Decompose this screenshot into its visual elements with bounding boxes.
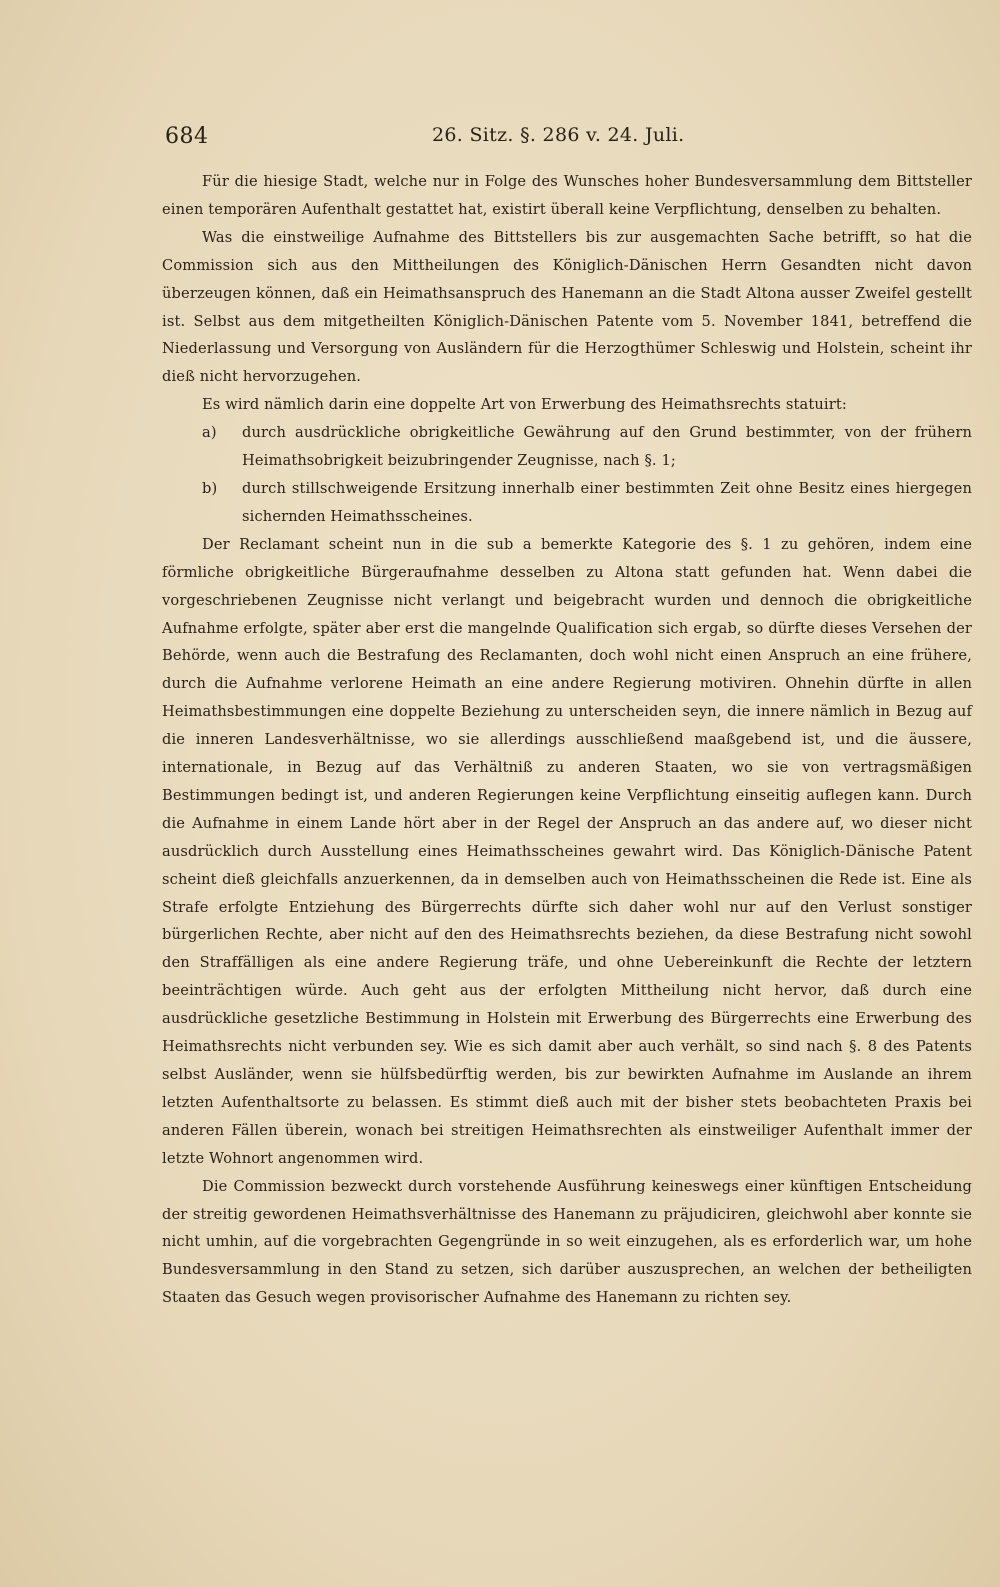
list-item-a (202, 419, 972, 475)
list-marker: b) (202, 479, 218, 497)
paragraph-provisional-admission: Was die einstweilige Aufnahme des Bittstellers bis zur ausgemachten Sache betrifft, so hat die Commission sich aus den Mittheilungen des Königlich-Dänischen Herrn Gesandten nicht davon überzeugen können, daß ein Heimathsanspruch des Hanemann an die Stadt Altona ausser Zweifel gestellt ist. Selbst aus dem mitgetheilten Königlich-Dänischen Patente vom 5. November 1841, betreffend die Niederlassung und Versorgung von Ausländern für die Herzogthümer Schleswig und Holstein, scheint ihr dieß nicht hervorzugehen. (162, 228, 972, 386)
list-item-b (202, 475, 972, 531)
paragraph-city-obligation: Für die hiesige Stadt, welche nur in Folge des Wunsches hoher Bundesversammlung dem Bittsteller einen temporären Aufenthalt gestattet hat, existirt überall keine Verpflichtung, denselben zu behalten. (162, 173, 972, 218)
document-page (162, 112, 972, 1312)
body-text (162, 168, 972, 1312)
page-header (162, 112, 972, 152)
list-item-text: durch ausdrückliche obrigkeitliche Gewährung auf den Grund bestimmter, von der frühern Heimathsobrigkeit beizubringender Zeugnisse, nach §. 1; (242, 424, 972, 470)
list-marker: a) (202, 424, 217, 442)
paragraph-acquisition-types: Es wird nämlich darin eine doppelte Art von Erwerbung des Heimathsrechts statuirt: (202, 396, 847, 414)
list-item-text: durch stillschweigende Ersitzung innerhalb einer bestimmten Zeit ohne Besitz eines hiergegen sichernden Heimathsscheines. (242, 479, 972, 525)
page-number: 684 (165, 124, 209, 149)
running-head: 26. Sitz. §. 286 v. 24. Juli. (432, 124, 685, 146)
paragraph-commission-conclusion: Die Commission bezweckt durch vorstehende Ausführung keineswegs einer künftigen Entscheidung der streitig gewordenen Heimathsverhältnisse des Hanemann zu präjudiciren, gleichwohl aber konnte sie nicht umhin, auf die vorgebrachten Gegengründe in so weit einzugehen, als es erforderlich war, um hohe Bundesversammlung in den Stand zu setzen, sich darüber auszusprechen, an welchen der betheiligten Staaten das Gesuch wegen provisorischer Aufnahme des Hanemann zu richten sey. (162, 1177, 972, 1307)
paragraph-reclamant-category: Der Reclamant scheint nun in die sub a bemerkte Kategorie des §. 1 zu gehören, indem eine förmliche obrigkeitliche Bürgeraufnahme desselben zu Altona statt gefunden hat. Wenn dabei die vorgeschriebenen Zeugnisse nicht verlangt und beigebracht wurden und dennoch die obrigkeitliche Aufnahme erfolgte, später aber erst die mangelnde Qualification sich ergab, so dürfte dieses Versehen der Behörde, wenn auch die Bestrafung des Reclamanten, doch wohl nicht einen Anspruch an eine frühere, durch die Aufnahme verlorene Heimath an eine andere Regierung motiviren. Ohnehin dürfte in allen Heimathsbestimmungen eine doppelte Beziehung zu unterscheiden seyn, die innere nämlich in Bezug auf die inneren Landesverhältnisse, wo sie allerdings ausschließend maaßgebend ist, und die äussere, internationale, in Bezug auf das Verhältniß zu anderen Staaten, wo sie von vertragsmäßigen Bestimmungen bedingt ist, und anderen Regierungen keine Verpflichtung einseitig auflegen kann. Durch die Aufnahme in einem Lande hört aber in der Regel der Anspruch an das andere auf, wo dieser nicht ausdrücklich durch Ausstellung eines Heimathsscheines gewahrt wird. Das Königlich-Dänische Patent scheint dieß gleichfalls anzuerkennen, da in demselben auch von Heimathsscheinen die Rede ist. Eine als Strafe erfolgte Entziehung des Bürgerrechts dürfte sich daher wohl nur auf den Verlust sonstiger bürgerlichen Rechte, aber nicht auf den des Heimathsrechts beziehen, da diese Bestrafung nicht sowohl den Straffälligen als eine andere Regierung träfe, und ohne Uebereinkunft die Rechte der letztern beeinträchtigen würde. Auch geht aus der erfolgten Mittheilung nicht hervor, daß durch eine ausdrückliche gesetzliche Bestimmung in Holstein mit Erwerbung des Bürgerrechts eine Erwerbung des Heimathsrechts nicht verbunden sey. Wie es sich damit aber auch verhält, so sind nach §. 8 des Patents selbst Ausländer, wenn sie hülfsbedürftig werden, bis zur bewirkten Aufnahme im Auslande an ihrem letzten Aufenthaltsorte zu belassen. Es stimmt dieß auch mit der bisher stets beobachteten Praxis bei anderen Fällen überein, wonach bei streitigen Heimathsrechten als einstweiliger Aufenthalt immer der letzte Wohnort angenommen wird. (162, 535, 972, 1167)
